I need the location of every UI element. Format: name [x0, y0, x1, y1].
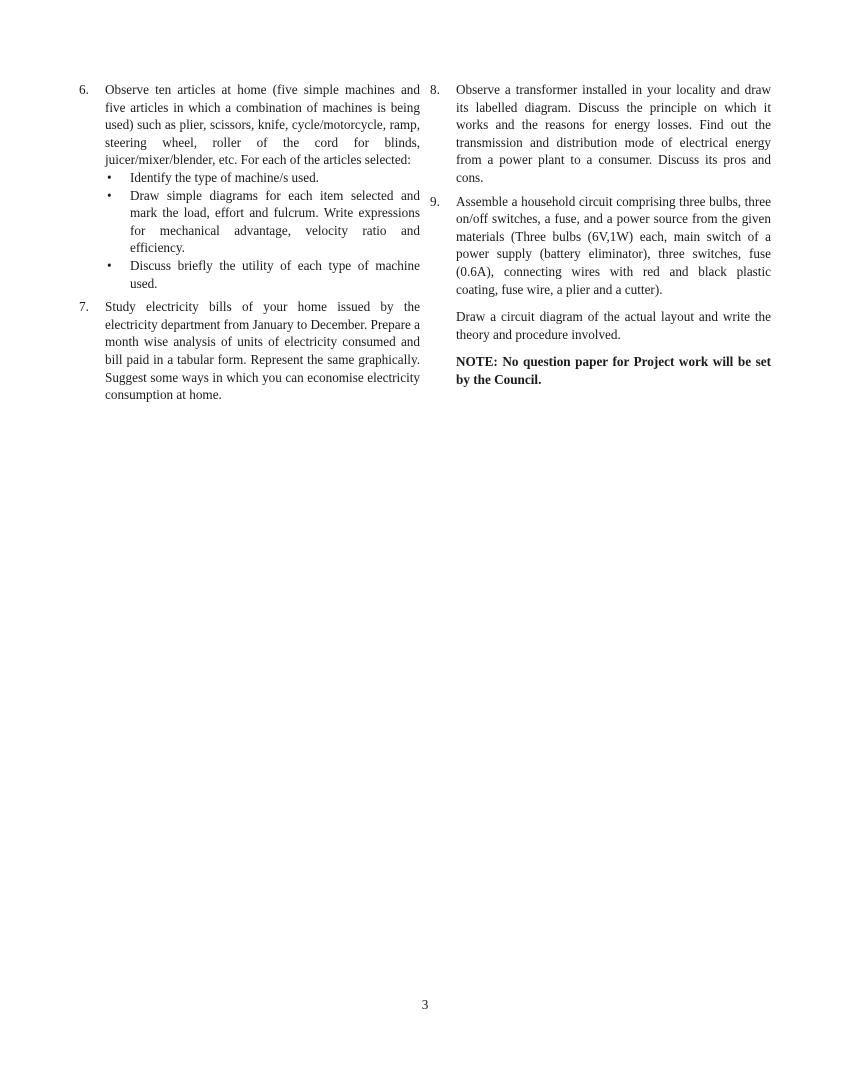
list-item-6	[79, 81, 420, 292]
list-item-8	[430, 81, 771, 187]
bullet-icon: •	[107, 169, 112, 185]
bullet-text: Identify the type of machine/s used.	[130, 169, 319, 185]
page-number: 3	[421, 997, 429, 1012]
bullet-text: Discuss briefly the utility of each type of machine used.	[130, 257, 420, 291]
bullet-icon: •	[107, 187, 112, 203]
item-number: 7.	[79, 299, 89, 315]
bullet-list	[105, 169, 420, 292]
bullet-icon: •	[107, 257, 112, 273]
follow-up-paragraph: Draw a circuit diagram of the actual layout and write the theory and procedure involved.	[456, 309, 771, 342]
bullet-item	[105, 257, 420, 292]
bullet-item	[105, 169, 420, 187]
item-number: 8.	[430, 82, 440, 97]
right-column	[430, 81, 771, 389]
note-paragraph: NOTE: No question paper for Project work will be set by the Council.	[456, 354, 771, 387]
list-item-9	[430, 193, 771, 299]
bullet-text: Draw simple diagrams for each item selected and mark the load, effort and fulcrum. Write expressions for mechanical advantage, velocity ratio and efficiency.	[130, 187, 420, 256]
list-item-7	[79, 298, 420, 404]
item-text: Assemble a household circuit comprising three bulbs, three on/off switches, a fuse, and a power source from the given materials (Three bulbs (6V,1W) each, main switch of a power supply (battery eliminator), three switches, fuse (0.6A), connecting wires with red and black plastic coating, fuse wire, a plier and a cutter).	[456, 193, 771, 297]
bullet-item	[105, 187, 420, 257]
item-text: Study electricity bills of your home issued by the electricity department from January to December. Prepare a month wise analysis of units of electricity consumed and bill paid in a tabular form. Represent the same graphically. Suggest some ways in which you can economise electricity consumption at home.	[105, 299, 420, 403]
item-text: Observe ten articles at home (five simple machines and five articles in which a combination of machines is being used) such as plier, scissors, knife, cycle/motorcycle, ramp, steering wheel, roller of the cord for blinds, juicer/mixer/blender, etc. For each of the articles selected:	[105, 82, 420, 168]
item-number: 6.	[79, 82, 89, 97]
item-text: Observe a transformer installed in your locality and draw its labelled diagram. Discuss the principle on which it works and the reasons for energy losses. Find out the transmission and distribution mode of electrical energy from a power plant to a consumer. Discuss its pros and cons.	[456, 82, 771, 185]
item-number: 9.	[430, 193, 440, 209]
left-column	[79, 81, 420, 410]
